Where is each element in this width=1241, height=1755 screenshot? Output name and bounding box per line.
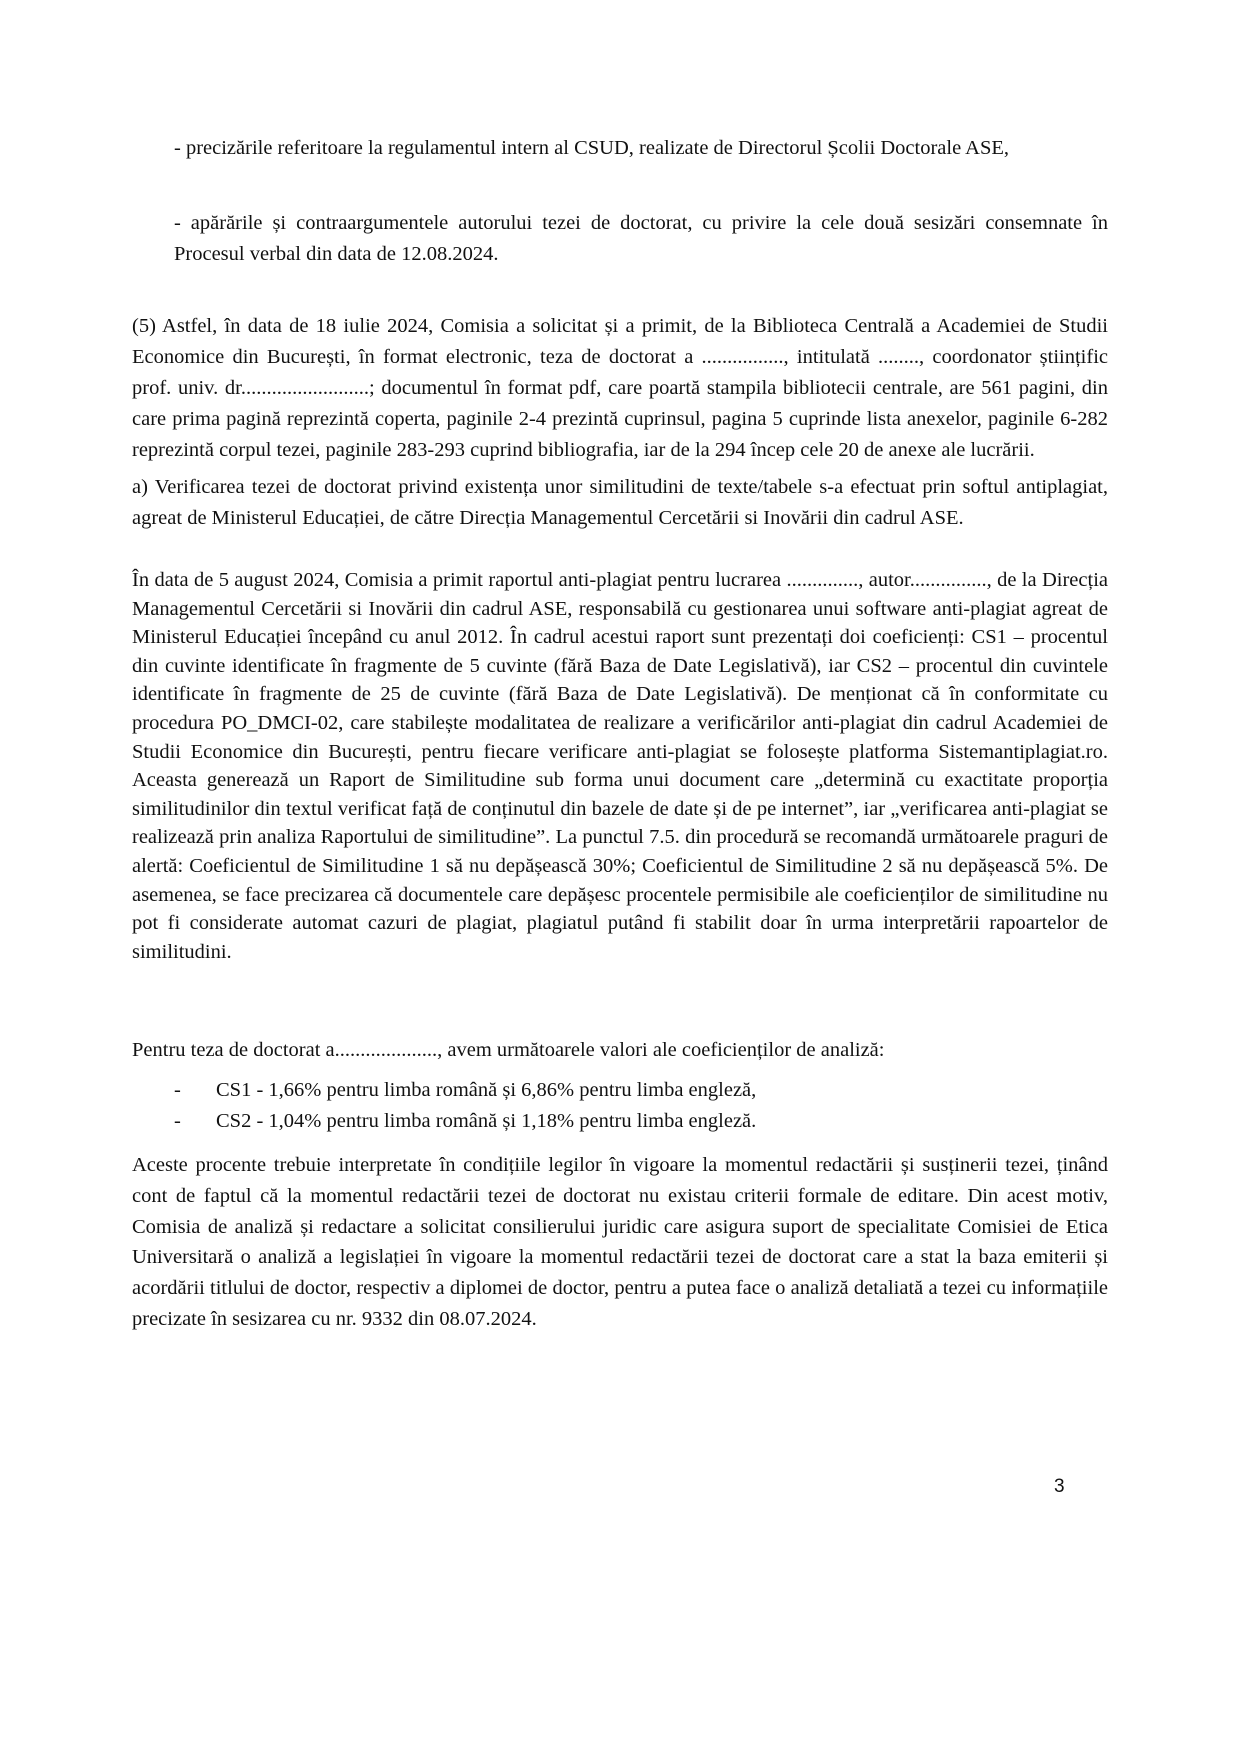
paragraph-coefficients-intro: Pentru teza de doctorat a...................., avem următoarele valori ale coeficienților de analiză: <box>132 1039 885 1061</box>
paragraph-interpretation: Aceste procente trebuie interpretate în condițiile legilor în vigoare la momentul redactării și susținerii tezei, ținând cont de faptul că la momentul redactării tezei de doctorat nu existau criterii formale de editare. Din acest motiv, Comisia de analiză și redactare a solicitat consilierului juridic care asigura suport de specialitate Comisiei de Etica Universitară o analiză a legislației în vigoare la momentul redactării tezei de doctorat care a stat la baza emiterii și acordării titlului de doctor, respectiv a diplomei de doctor, pentru a putea face o analiză detaliată a tezei cu informațiile precizate în sesizarea cu nr. 9332 din 08.07.2024. <box>132 1154 1108 1330</box>
paragraph-anti-plagiat-report: În data de 5 august 2024, Comisia a primit raportul anti-plagiat pentru lucrarea .............., autor..............., de la Direcția Managementul Cercetării si Inovării din cadrul ASE, responsabilă cu gestionarea unui software anti-plagiat agreat de Ministerul Educației începând cu anul 2012. În cadrul acestui raport sunt prezentați doi coeficienți: CS1 – procentul din cuvinte identificate în fragmente de 5 cuvinte (fără Baza de Date Legislativă), iar CS2 – procentul din cuvintele identificate în fragmente de 25 de cuvinte (fără Baza de Date Legislativă). De menționat că în conformitate cu procedura PO_DMCI-02, care stabilește modalitatea de realizare a verificărilor anti-plagiat din cadrul Academiei de Studii Economice din București, pentru fiecare verificare anti-plagiat se folosește platforma Sistemantiplagiat.ro. Aceasta generează un Raport de Similitudine sub forma unui document care „determină cu exactitate proporția similitudinilor din textul verificat față de conținutul din bazele de date și de pe internet”, iar „verificarea anti-plagiat se realizează prin analiza Raportului de similitudine”. La punctul 7.5. din procedură se recomandă următoarele praguri de alertă: Coeficientul de Similitudine 1 să nu depășească 30%; Coeficientul de Similitudine 2 să nu depășească 5%. De asemenea, se face precizarea că documentele care depășesc procentele permisibile ale coeficienților de similitudine nu pot fi considerate automat cazuri de plagiat, plagiatul putând fi stabilit doar în urma interpretării rapoartelor de similitudini. <box>132 569 1108 963</box>
paragraph-a: a) Verificarea tezei de doctorat privind existența unor similitudini de texte/tabele s-a efectuat prin softul antiplagiat, agreat de Ministerul Educației, de către Direcția Managementul Cercetării si Inovării din cadrul ASE. <box>132 476 1108 529</box>
bullet-paragraph-regulament: - precizările referitoare la regulamentul intern al CSUD, realizate de Directorul Școlii Doctorale ASE, <box>174 137 1010 159</box>
list-dash: - <box>174 1110 181 1132</box>
list-item <box>174 1106 1074 1137</box>
list-item-text: CS1 - 1,66% pentru limba română și 6,86% pentru limba engleză, <box>216 1079 757 1101</box>
page-number: 3 <box>1054 1476 1065 1497</box>
bullet-paragraph-aparari: - apărările și contraargumentele autorului tezei de doctorat, cu privire la cele două sesizări consemnate în Procesul verbal din data de 12.08.2024. <box>174 212 1108 265</box>
list-dash: - <box>174 1079 181 1101</box>
list-item-text: CS2 - 1,04% pentru limba română și 1,18% pentru limba engleză. <box>216 1110 757 1132</box>
paragraph-5: (5) Astfel, în data de 18 iulie 2024, Comisia a solicitat și a primit, de la Biblioteca Centrală a Academiei de Studii Economice din București, în format electronic, teza de doctorat a ................, intitulată ........, coordonator științific prof. univ. dr.........................; documentul în format pdf, care poartă stampila bibliotecii centrale, are 561 pagini, din care prima pagină reprezintă coperta, paginile 2-4 prezintă cuprinsul, pagina 5 cuprinde lista anexelor, paginile 6-282 reprezintă corpul tezei, paginile 283-293 cuprind bibliografia, iar de la 294 încep cele 20 de anexe ale lucrării. <box>132 315 1108 461</box>
list-item <box>174 1075 1074 1106</box>
